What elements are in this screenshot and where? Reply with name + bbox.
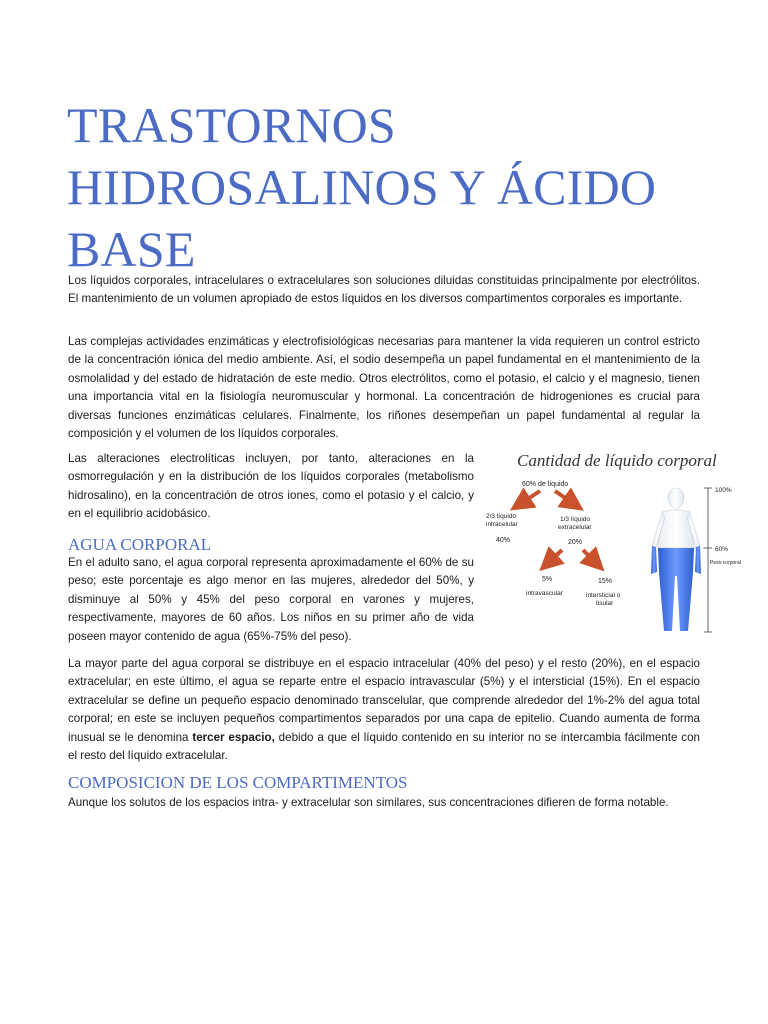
human-figure-icon: [652, 488, 700, 548]
heading-agua-corporal: AGUA CORPORAL: [68, 535, 212, 554]
intra-label-2: intracelular: [486, 521, 518, 528]
intra-value: 40%: [496, 537, 511, 544]
intravascular-label: intravascular: [526, 590, 563, 597]
arrow-intracelular: [520, 491, 540, 504]
body-water-fill: [651, 546, 701, 631]
heading-composicion: COMPOSICION DE LOS COMPARTIMENTOS: [68, 773, 408, 792]
body-fluid-figure: [480, 446, 745, 641]
scale-mid-label: 60%: [715, 546, 729, 553]
scale-note: Peso corporal: [710, 560, 741, 566]
paragraph-intro: Los líquidos corporales, intracelulares o extracelulares son soluciones diluidas constituidas principalmente por electrólitos. El mantenimiento de un volumen apropiado de estos líquidos en los diversos compartimentos corporales es importante.: [68, 274, 700, 306]
intersticial-label-1: intersticial o: [586, 592, 621, 599]
tercer-espacio-term: tercer espacio,: [192, 730, 275, 744]
intersticial-label-2: tisular: [596, 600, 614, 607]
intra-label-1: 2/3 líquido: [486, 513, 516, 520]
distribution-text-end: debido a que el líquido contenido en su interior no se intercambia fácilmente con el resto del líquido extracelular.: [68, 730, 700, 763]
extra-label-2: extracelular: [558, 524, 592, 531]
extra-value: 20%: [568, 539, 583, 546]
arrow-intersticial: [583, 550, 596, 563]
arrow-intravascular: [548, 550, 562, 563]
extra-label-1: 1/3 líquido: [560, 516, 590, 523]
figure-title: Cantidad de líquido corporal: [517, 451, 717, 470]
paragraph-adult-water: En el adulto sano, el agua corporal representa aproximadamente el 60% de su peso; este porcentaje es algo menor en las mujeres, alrededor del 50%, y disminuye al 50% y 45% del peso corporal en varones y mujeres, respectivamente, mayores de 60 años. Los niños en su primer año de vida poseen mayor contenido de agua (65%-75% del peso).: [68, 556, 474, 643]
scale-top-label: 100%: [715, 487, 732, 494]
root-label: 60% de líquido: [522, 481, 569, 488]
paragraph-distribution: [68, 655, 700, 765]
paragraph-solutes: Aunque los solutos de los espacios intra- y extracelular son similares, sus concentraciones difieren de forma notable.: [68, 796, 669, 809]
document-title: TRASTORNOS HIDROSALINOS Y ÁCIDO BASE: [67, 97, 657, 277]
paragraph-alterations: Las alteraciones electrolíticas incluyen, por tanto, alteraciones en la osmorregulación y en la distribución de los líquidos corporales (metabolismo hidrosalino), en la concentración de otros iones, como el potasio y el calcio, y en el equilibrio acidobásico.: [68, 452, 474, 521]
distribution-text-start: La mayor parte del agua corporal se distribuye en el espacio intracelular (40% del peso) y el resto (20%), en el espacio extracelular; en este último, el agua se reparte entre el espacio intravascular (5%) y el intersticial (15%). En el espacio extracelular se define un pequeño espacio denominado transcelular, que comprende alrededor del 1%-2% del agua total corporal; en este se incluyen pequeños compartimentos separados por una capa de epitelio. Cuando aumenta de forma inusual se le denomina: [68, 657, 700, 744]
intersticial-value: 15%: [598, 578, 613, 585]
arrow-extracelular: [555, 491, 574, 504]
paragraph-enzymatic: Las complejas actividades enzimáticas y electrofisiológicas necesarias para mantener la vida requieren un control estricto de la concentración iónica del medio ambiente. Así, el sodio desempeña un papel fundamental en el mantenimiento de la osmolalidad y del estado de hidratación de este medio. Otros electrólitos, como el potasio, el calcio y el magnesio, tienen una importancia vital en la fisiología neuromuscular y hormonal. La concentración de hidrogeniones es crucial para diversas funciones enzimáticas celulares. Finalmente, los riñones desempeñan un papel fundamental al regular la composición y el volumen de los líquidos corporales.: [68, 335, 700, 441]
intravascular-value: 5%: [542, 576, 553, 583]
body-fluid-diagram: [480, 446, 745, 641]
